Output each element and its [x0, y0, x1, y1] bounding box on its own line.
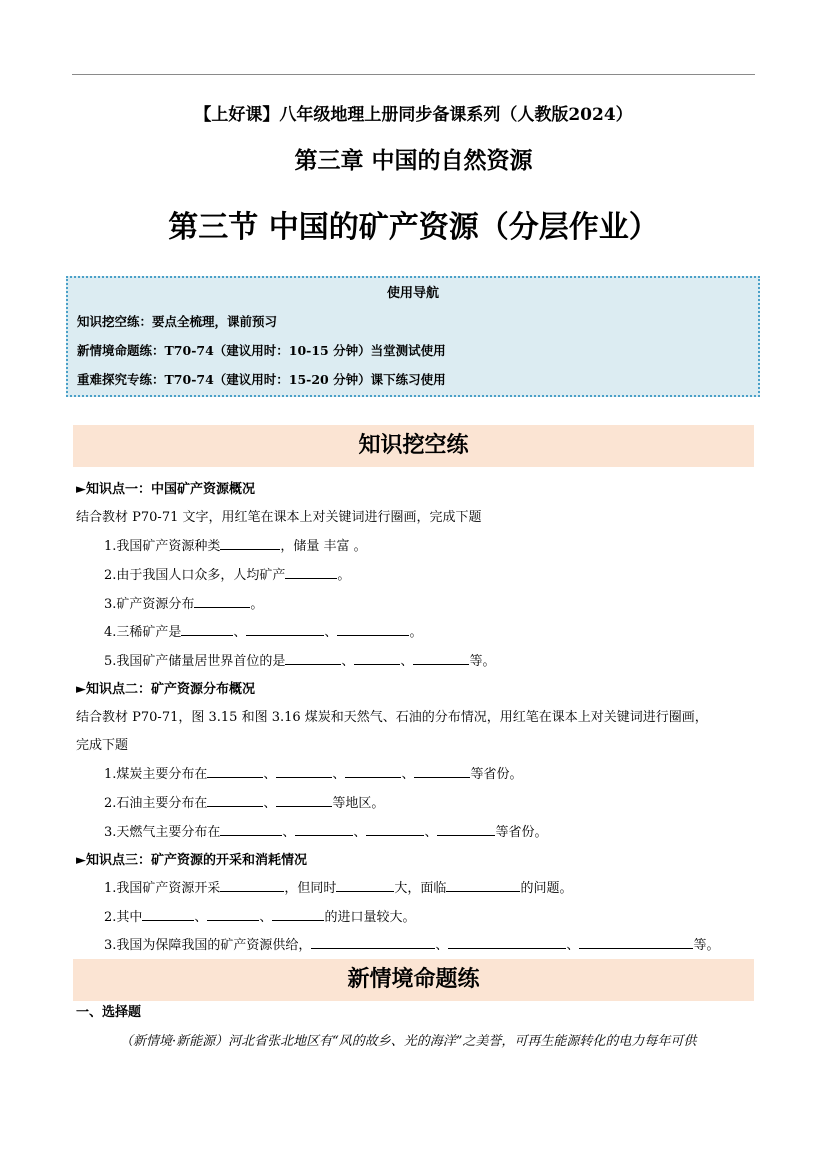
instruction-text: 结合教材 P70-71，图 3.15 和图 3.16 煤炭和天然气、石油的分布情况，用红笔在课本上对关键词进行圈画， [76, 710, 708, 725]
question-line [104, 792, 384, 811]
question-line [104, 934, 719, 953]
separator: 、 [566, 938, 580, 953]
question-text: 4.三稀矿产是 [104, 625, 182, 640]
question-text: 2.其中 [104, 910, 143, 925]
question-line [104, 650, 495, 669]
question-text: 等地区。 [332, 796, 385, 811]
question-text: 1.煤炭主要分布在 [104, 767, 208, 782]
answer-blank[interactable] [207, 794, 263, 807]
question-line [104, 821, 547, 840]
answer-blank[interactable] [142, 908, 194, 921]
question-text: （新情境·新能源）河北省张北地区有“风的故乡、光的海洋”之美誉，可再生能源转化的电力每年可供 [120, 1034, 697, 1049]
separator: 、 [435, 938, 449, 953]
answer-blank[interactable] [448, 936, 566, 949]
separator: 、 [401, 767, 415, 782]
question-line [104, 535, 367, 554]
answer-blank[interactable] [285, 652, 341, 665]
knowledge-point-title: ►知识点一：中国矿产资源概况 [76, 482, 255, 497]
answer-blank[interactable] [276, 794, 332, 807]
answer-blank[interactable] [446, 879, 520, 892]
instruction-text: 结合教材 P70-71 文字，用红笔在课本上对关键词进行圈画，完成下题 [76, 510, 482, 525]
separator: 、 [194, 910, 208, 925]
answer-blank[interactable] [276, 765, 332, 778]
separator: 、 [233, 625, 247, 640]
usage-guide-box [66, 276, 760, 397]
question-text: 2.石油主要分布在 [104, 796, 208, 811]
question-text: 等省份。 [470, 767, 523, 782]
question-line [104, 564, 350, 583]
chapter-title: 第三章 中国的自然资源 [294, 148, 533, 174]
answer-blank[interactable] [285, 566, 337, 579]
answer-blank[interactable] [311, 936, 435, 949]
question-line [104, 906, 415, 925]
section-title: 第三节 中国的矿产资源（分层作业） [168, 210, 659, 245]
guide-line: 新情境命题练：T70-74（建议用时：10-15 分钟）当堂测试使用 [77, 343, 446, 358]
question-text: 等。 [469, 654, 496, 669]
separator: 、 [353, 825, 367, 840]
guide-line: 知识挖空练：要点全梳理，课前预习 [77, 314, 278, 329]
question-text: 5.我国矿产储量居世界首位的是 [104, 654, 286, 669]
question-text: 的进口量较大。 [324, 910, 416, 925]
answer-blank[interactable] [354, 652, 400, 665]
question-text: 。 [409, 625, 423, 640]
question-text: 3.天燃气主要分布在 [104, 825, 221, 840]
answer-blank[interactable] [194, 595, 250, 608]
answer-blank[interactable] [437, 823, 495, 836]
question-text: ，但同时 [284, 881, 337, 896]
separator: 、 [263, 767, 277, 782]
answer-blank[interactable] [413, 652, 469, 665]
question-text: 3.矿产资源分布 [104, 597, 195, 612]
answer-blank[interactable] [207, 908, 259, 921]
answer-blank[interactable] [220, 537, 280, 550]
separator: 、 [263, 796, 277, 811]
question-text: 1.我国矿产资源开采 [104, 881, 221, 896]
separator: 、 [324, 625, 338, 640]
separator: 、 [332, 767, 346, 782]
guide-line: 重难探究专练：T70-74（建议用时：15-20 分钟）课下练习使用 [77, 372, 446, 387]
usage-guide-title: 使用导航 [386, 286, 439, 301]
answer-blank[interactable] [579, 936, 693, 949]
answer-blank[interactable] [414, 765, 470, 778]
answer-blank[interactable] [181, 623, 233, 636]
question-text: 的问题。 [520, 881, 573, 896]
answer-blank[interactable] [345, 765, 401, 778]
knowledge-point-title: ►知识点三：矿产资源的开采和消耗情况 [76, 853, 307, 868]
question-text: 3.我国为保障我国的矿产资源供给， [104, 938, 312, 953]
answer-blank[interactable] [295, 823, 353, 836]
question-text: 1.我国矿产资源种类 [104, 539, 221, 554]
separator: 、 [424, 825, 438, 840]
answer-blank[interactable] [272, 908, 324, 921]
series-title: 【上好课】八年级地理上册同步备课系列（人教版2024） [194, 105, 633, 125]
question-text: 2.由于我国人口众多，人均矿产 [104, 568, 286, 583]
question-text: 。 [250, 597, 264, 612]
question-line [104, 593, 263, 612]
question-line [104, 763, 522, 782]
separator: 、 [400, 654, 414, 669]
section-band-knowledge: 知识挖空练 [73, 425, 754, 467]
separator: 、 [259, 910, 273, 925]
question-text: 等省份。 [495, 825, 548, 840]
answer-blank[interactable] [366, 823, 424, 836]
knowledge-point-title: ►知识点二：矿产资源分布概况 [76, 682, 255, 697]
question-text: 等。 [693, 938, 720, 953]
answer-blank[interactable] [207, 765, 263, 778]
separator: 、 [282, 825, 296, 840]
header-rule [72, 74, 755, 75]
question-text: 大，面临 [394, 881, 447, 896]
question-text: 。 [337, 568, 351, 583]
separator: 、 [341, 654, 355, 669]
part-heading: 一、选择题 [76, 1005, 142, 1020]
question-line [104, 621, 422, 640]
instruction-text: 完成下题 [76, 738, 129, 753]
question-text: ，储量 丰富 。 [280, 539, 367, 554]
answer-blank[interactable] [220, 879, 284, 892]
answer-blank[interactable] [337, 623, 409, 636]
section-band-new-context: 新情境命题练 [73, 959, 754, 1001]
question-line [104, 877, 572, 896]
answer-blank[interactable] [336, 879, 394, 892]
answer-blank[interactable] [220, 823, 282, 836]
answer-blank[interactable] [246, 623, 324, 636]
